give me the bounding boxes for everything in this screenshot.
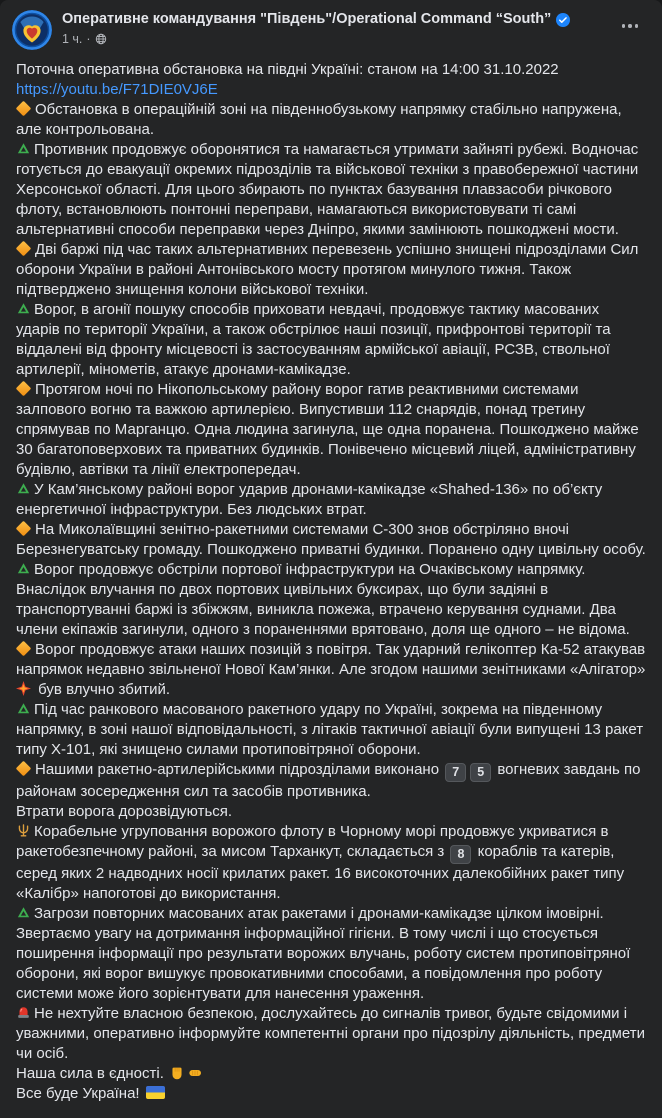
- recycle-icon: [16, 481, 31, 496]
- post-paragraph: Загрози повторних масованих атак ракетами і дронами-камікадзе цілком імовірні.: [16, 904, 646, 924]
- post-header-text: [62, 10, 606, 47]
- recycle-icon: [16, 301, 31, 316]
- post-paragraph: Дві баржі під час таких альтернативних перевезень успішно знищені підрозділами Сил оборони України в районі Антонівського мосту протягом минулого тижня. Також підтверджено знищення колони військової техніки.: [16, 241, 639, 298]
- trident-icon: [16, 823, 31, 838]
- recycle-icon: [16, 701, 31, 716]
- orange-diamond-icon: [16, 101, 32, 117]
- post-paragraph: Обстановка в операційній зоні на південнобузькому напрямку стабільно напружена, але контрольована.: [16, 101, 622, 138]
- post-paragraph: Противник продовжує оборонятися та намагається утримати зайняті рубежі. Водночас готується до евакуації окремих підрозділів та військової техніки з правобережної частини Херсонської області. Для цього збирають по пунктах базування плавзасоби річкового флоту, встановлюють понтонні переправи, намагаються використовувати ті самі альтернативні способи переправки через Дніпро, якими замінюють пошкоджені мости.: [16, 141, 639, 238]
- orange-diamond-icon: [16, 761, 32, 777]
- keycap-5-icon: 5: [470, 763, 491, 782]
- command-south-emblem-icon: [12, 10, 52, 50]
- ellipsis-dot: [635, 24, 639, 28]
- globe-icon: [95, 33, 107, 45]
- flag-ukraine-icon: [146, 1086, 165, 1099]
- siren-icon: [16, 1005, 31, 1020]
- orange-diamond-icon: [16, 381, 32, 397]
- recycle-icon: [16, 141, 31, 156]
- recycle-icon: [16, 561, 31, 576]
- post-meta: [62, 31, 606, 47]
- post-paragraph: У Кам’янському районі ворог ударив дронами-камікадзе «Shahed-136» по об’єкту енергетичної інфраструктури. Без людських втрат.: [16, 481, 603, 518]
- post-paragraph: Ворог продовжує обстріли портової інфраструктури на Очаківському напрямку. Внаслідок влучання по двох портових цивільних буксирах, що були задіяні в транспортуванні баржі із збіжжям, виникла пожежа, втрачено керування суднами. Два члени екіпажів загинули, одного з пораненнями врятовано, доля ще одного – не відома.: [16, 561, 630, 638]
- post-paragraph: На Миколаївщині зенітно-ракетними системами С-300 знов обстріляно вночі Березнегуватську громаду. Пошкоджено приватні будинки. Поранено одну цивільну особу.: [16, 521, 646, 558]
- orange-diamond-icon: [16, 641, 32, 657]
- ellipsis-dot: [628, 24, 632, 28]
- keycap-8-icon: 8: [450, 845, 471, 864]
- fist-raised-icon: [169, 1065, 185, 1081]
- recycle-icon: [16, 905, 31, 920]
- post-paragraph: Поточна оперативна обстановка на півдні Україні: станом на 14:00 31.10.2022: [16, 61, 559, 78]
- post-paragraph: Протягом ночі по Нікопольському району ворог гатив реактивними системами залпового вогню та важкою артилерією. Випустивши 112 снарядів, понад третину спрямував по Марганцю. Одна людина загинула, ще одна поранена. Пошкоджено майже 30 багатоповерхових та приватних будинків. Понівечено місцевий ліцей, адміністративну будівлю, автівки та лінії електропередач.: [16, 381, 639, 478]
- meta-separator: ·: [86, 32, 91, 46]
- post-paragraph: Все буде Україна!: [16, 1084, 646, 1104]
- verified-badge-icon: [556, 13, 570, 27]
- post-link[interactable]: https://youtu.be/F71DIE0VJ6E: [16, 81, 218, 98]
- post-paragraph: Ворог, в агонії пошуку способів приховати невдачі, продовжує тактику масованих ударів по території України, а також обстрілює наші позиції, прифронтові території та віддалені від фронту місцевості із застосуванням армійської авіації, РСЗВ, ствольної артилерії, мінометів, атакує дронами-камікадзе.: [16, 301, 611, 378]
- post-text: [0, 56, 662, 1118]
- timestamp[interactable]: 1 ч.: [62, 32, 83, 46]
- post-paragraph: Корабельне угруповання ворожого флоту в Чорному морі продовжує укриватися в ракетобезпечному районі, за мисом Тарханкут, складається з 8 кораблів та катерів, серед яких 2 надводних носії крилатих ракет. 16 високоточних далекобійних ракет типу «Калібр» напоготові до використання.: [16, 823, 625, 902]
- post-paragraph: Наша сила в єдності.: [16, 1064, 646, 1084]
- post-paragraph: Під час ранкового масованого ракетного удару по Україні, зокрема на південному напрямку, в зоні нашої відповідальності, з літаків тактичної авіації були випущені 13 ракет типу Х-101, які знищено силами протиповітряної оборони.: [16, 701, 644, 758]
- more-options-button[interactable]: [614, 10, 646, 42]
- page-avatar[interactable]: [12, 10, 52, 50]
- post-paragraph: Ворог продовжує атаки наших позицій з повітря. Так ударний гелікоптер Ка-52 атакував напрямок недавно звільненої Нової Кам’янки. Але згодом нашими зенітниками «Алігатор» був влучно збитий.: [16, 641, 646, 698]
- post-paragraph: Звертаємо увагу на дотримання інформаційної гігієни. В тому числі і що стосується поширення інформації про результати ворожих влучань, роботу систем протиповітряної оборони, які ворог вишукує провокативними способами, а повідомлення про роботу системи може його зорієнтувати для нанесення ураження.: [16, 925, 631, 1002]
- orange-diamond-icon: [16, 241, 32, 257]
- page-name[interactable]: Оперативне командування "Південь"/Operational Command “South”: [62, 11, 552, 27]
- post-paragraph: Не нехтуйте власною безпекою, дослухайтесь до сигналів тривог, будьте свідомими і уважними, оперативно інформуйте компетентні органи про підозрілу діяльність, предмети чи осіб.: [16, 1005, 645, 1062]
- post-paragraph: Втрати ворога дорозвідуються.: [16, 803, 233, 820]
- post-paragraph: [16, 80, 646, 100]
- post-header: [0, 0, 662, 56]
- keycap-7-icon: 7: [445, 763, 466, 782]
- post-paragraph: Нашими ракетно-артилерійськими підрозділами виконано 7 5 вогневих завдань по районам зосередження сил та засобів противника.: [16, 761, 641, 800]
- orange-diamond-icon: [16, 521, 32, 537]
- fist-oncoming-icon: [187, 1065, 203, 1081]
- collision-icon: [16, 681, 31, 696]
- ellipsis-dot: [622, 24, 626, 28]
